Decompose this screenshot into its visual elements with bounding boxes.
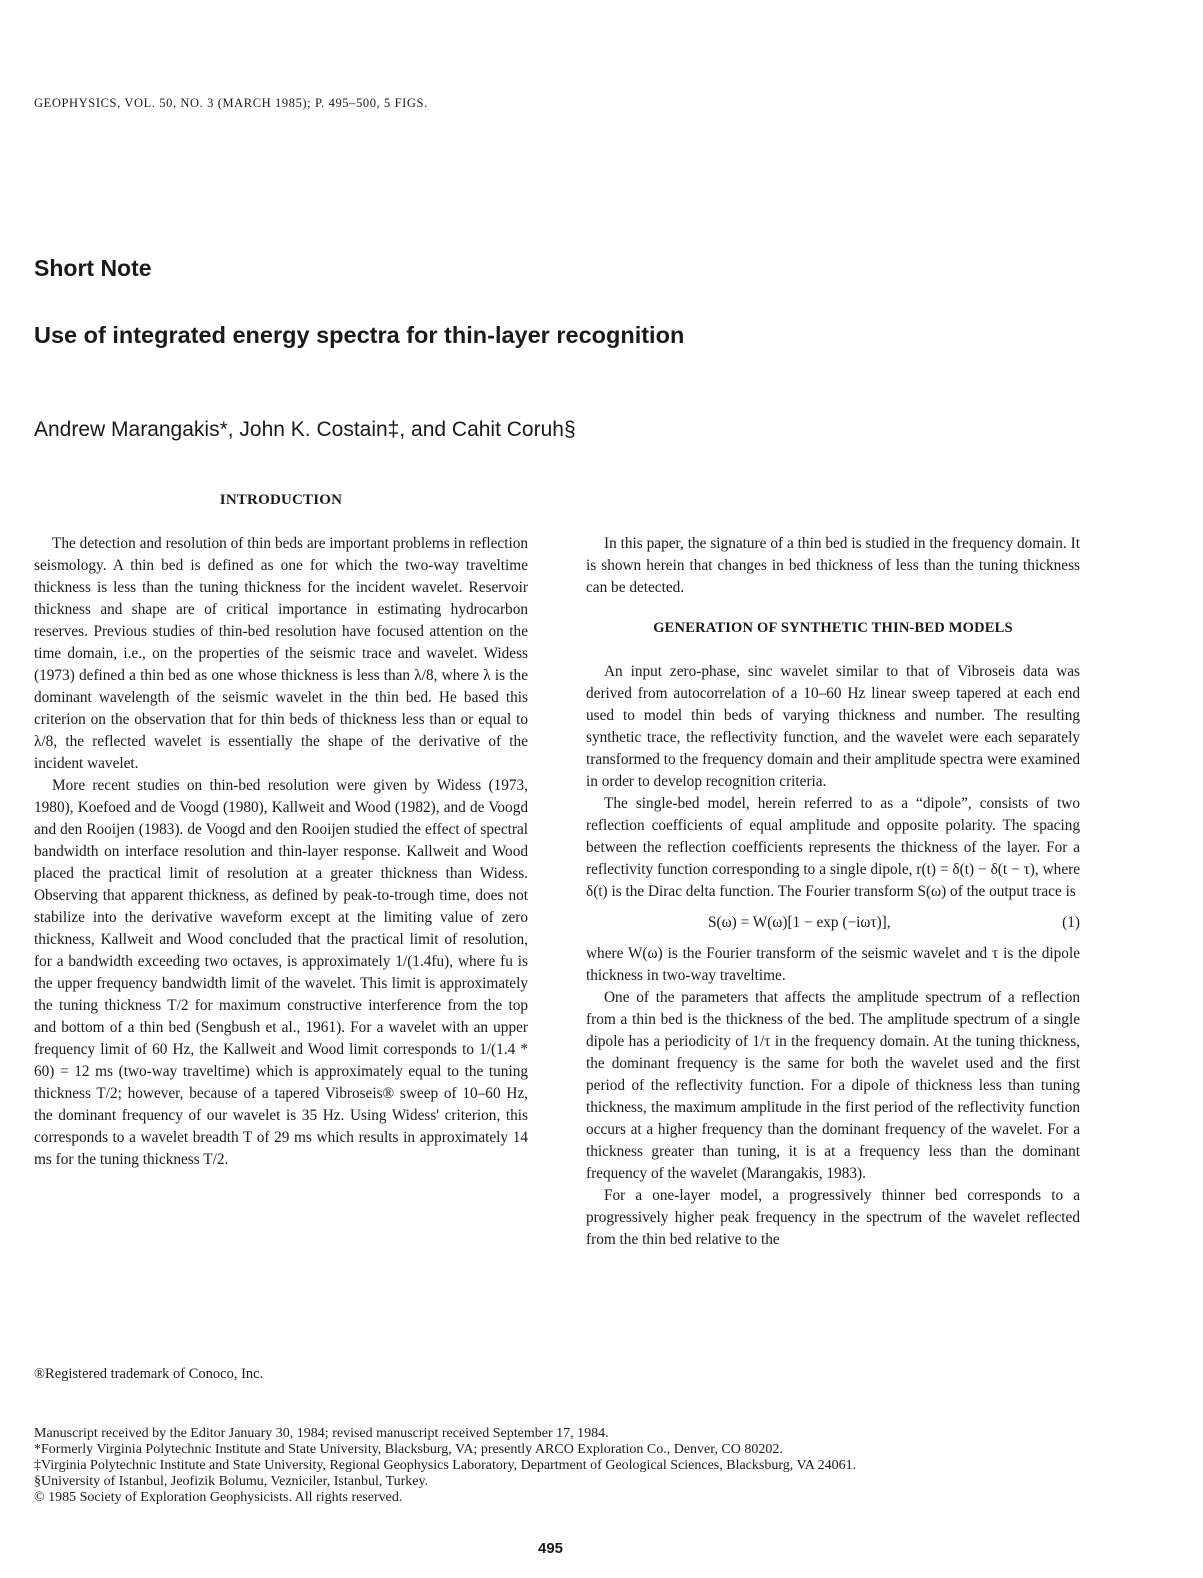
body-paragraph: For a one-layer model, a progressively thinner bed corresponds to a progressively higher peak frequency in the spectrum of the wavelet reflected from the thin bed relative to the <box>586 1187 1080 1248</box>
equation-expression: S(ω) = W(ω)[1 − exp (−iωτ)], <box>708 914 891 931</box>
page-number: 495 <box>538 1540 564 1557</box>
body-paragraph: where W(ω) is the Fourier transform of the seismic wavelet and τ is the dipole thickness in two-way traveltime. <box>586 945 1080 984</box>
footnote-line: ‡Virginia Polytechnic Institute and State University, Regional Geophysics Laboratory, Department of Geological Sciences, Blacksburg, VA 24061. <box>34 1458 857 1473</box>
footnotes <box>34 1426 856 1506</box>
body-paragraph: One of the parameters that affects the amplitude spectrum of a reflection from a thin bed is the thickness of the bed. The amplitude spectrum of a single dipole has a periodicity of 1/τ in the frequency domain. At the tuning thickness, the dominant frequency is the same for both the wavelet used and the first period of the reflectivity function. For a dipole of thickness less than tuning thickness, the maximum amplitude in the first period of the reflectivity function occurs at a higher frequency than the dominant frequency of the wavelet. For a thickness greater than tuning, it is at a frequency less than the dominant frequency of the wavelet (Marangakis, 1983). <box>586 989 1080 1182</box>
footnote-line: © 1985 Society of Exploration Geophysicists. All rights reserved. <box>34 1490 403 1505</box>
footnote-line: §University of Istanbul, Jeofizik Bolumu, Vezniciler, Istanbul, Turkey. <box>34 1474 429 1489</box>
body-paragraph: The single-bed model, herein referred to as a “dipole”, consists of two reflection coefficients of equal amplitude and opposite polarity. The spacing between the reflection coefficients represents the thickness of the layer. For a reflectivity function corresponding to a single dipole, r(t) = δ(t) − δ(t − τ), where δ(t) is the Dirac delta function. The Fourier transform S(ω) of the output trace is <box>586 795 1080 900</box>
body-paragraph: An input zero-phase, sinc wavelet similar to that of Vibroseis data was derived from autocorrelation of a 10–60 Hz linear sweep tapered at each end used to model thin beds of varying thickness and number. The resulting synthetic trace, the reflectivity function, and the wavelet were each separately transformed to the frequency domain and their amplitude spectra were examined in order to develop recognition criteria. <box>586 663 1080 790</box>
footnote-line: Manuscript received by the Editor January 30, 1984; revised manuscript received September 17, 1984. <box>34 1426 609 1441</box>
introduction-paragraph: More recent studies on thin-bed resolution were given by Widess (1973, 1980), Koefoed and de Voogd (1980), Kallweit and Wood (1982), and de Voogd and den Rooijen (1983). de Voogd and den Rooijen studied the effect of spectral bandwidth on interface resolution and thin-layer response. Kallweit and Wood placed the practical limit of resolution at a greater thickness than Widess. Observing that apparent thickness, as defined by peak-to-trough time, does not stabilize into the derivative waveform except at the limiting value of zero thickness, Kallweit and Wood concluded that the practical limit of resolution, for a bandwidth exceeding two octaves, is approximately 1/(1.4fu), where fu is the upper frequency bandwidth limit of the wavelet. This limit is approximately the tuning thickness T/2 for maximum constructive interference from the top and bottom of a thin bed (Sengbush et al., 1961). For a wavelet with an upper frequency limit of 60 Hz, the Kallweit and Wood limit corresponds to 1/(1.4 * 60) = 12 ms (two-way traveltime) which is approximately equal to the tuning thickness T/2; however, because of a tapered Vibroseis® sweep of 10–60 Hz, the dominant frequency of our wavelet is 35 Hz. Using Widess' criterion, this corresponds to a wavelet breadth T of 29 ms which results in approximately 14 ms for the tuning thickness T/2. <box>34 777 528 1168</box>
equation-number: (1) <box>1062 914 1080 931</box>
article-title: Use of integrated energy spectra for thin-layer recognition <box>34 322 685 348</box>
right-column <box>586 533 1080 1251</box>
introduction-paragraph: The detection and resolution of thin beds are important problems in reflection seismology. A thin bed is defined as one for which the two-way traveltime thickness is less than the tuning thickness for the incident wavelet. Reservoir thickness and shape are of critical importance in estimating hydrocarbon reserves. Previous studies of thin-bed resolution have focused attention on the time domain, i.e., on the properties of the seismic trace and wavelet. Widess (1973) defined a thin bed as one whose thickness is less than λ/8, where λ is the dominant wavelength of the seismic wavelet in the thin bed. He based this criterion on the observation that for thin beds of thickness less than or equal to λ/8, the reflected wavelet is essentially the shape of the derivative of the incident wavelet. <box>34 535 528 772</box>
left-column <box>34 489 528 1171</box>
author-list: Andrew Marangakis*, John K. Costain‡, and Cahit Coruh§ <box>34 418 576 441</box>
equation-1 <box>586 912 1080 934</box>
intro-paragraph: In this paper, the signature of a thin bed is studied in the frequency domain. It is shown herein that changes in bed thickness of less than the tuning thickness can be detected. <box>586 535 1080 596</box>
synthetic-models-heading: GENERATION OF SYNTHETIC THIN-BED MODELS <box>653 620 1013 636</box>
footnote-line: *Formerly Virginia Polytechnic Institute and State University, Blacksburg, VA; presently ARCO Exploration Co., Denver, CO 80202. <box>34 1442 783 1457</box>
trademark-note: ®Registered trademark of Conoco, Inc. <box>34 1366 264 1382</box>
section-kind-label: Short Note <box>34 255 152 281</box>
journal-citation: GEOPHYSICS, VOL. 50, NO. 3 (MARCH 1985); P. 495–500, 5 FIGS. <box>34 96 428 110</box>
introduction-heading: INTRODUCTION <box>219 492 343 508</box>
